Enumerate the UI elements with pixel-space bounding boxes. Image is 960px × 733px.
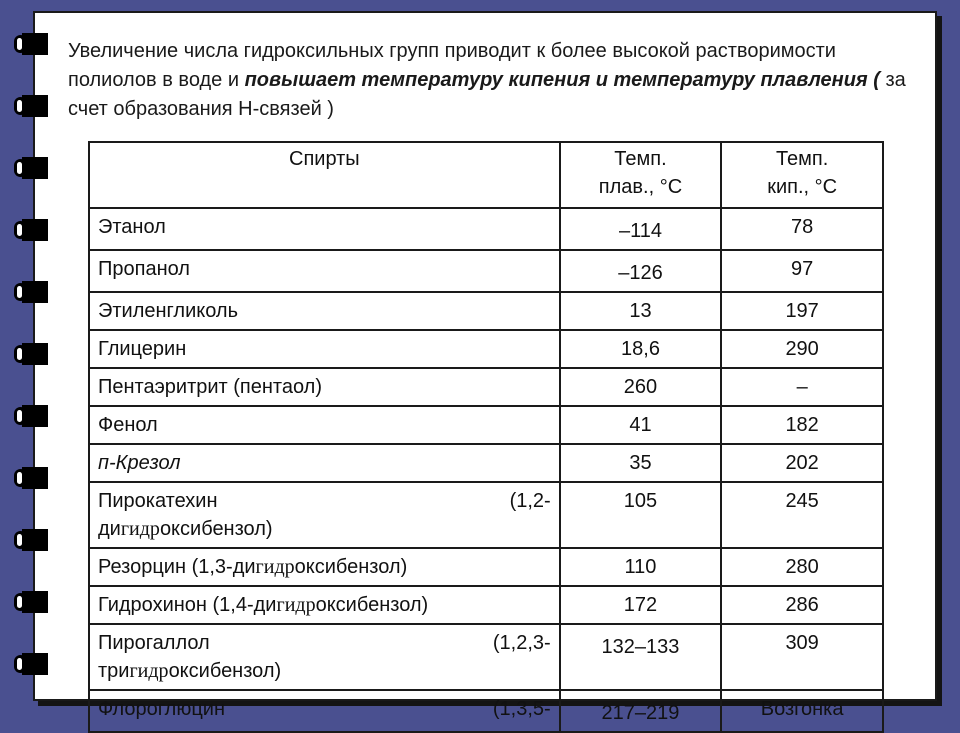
row-name: Этанол <box>89 208 560 250</box>
row-name: Фенол <box>89 406 560 444</box>
table-row <box>89 586 883 624</box>
table-row <box>89 208 883 250</box>
intro-part2: за счет образования Н-связей ) <box>68 69 906 120</box>
row-bp: 97 <box>721 250 883 292</box>
row-mp: 35 <box>560 444 722 482</box>
table-row <box>89 250 883 292</box>
row-mp: 13 <box>560 292 722 330</box>
slide-page <box>33 11 937 724</box>
row-name-part: (1,2,3- <box>492 632 551 654</box>
row-name: Пентаэритрит (пентаол) <box>89 368 560 406</box>
row-bp: 197 <box>721 292 883 330</box>
table-header-row <box>89 142 883 208</box>
binder-ring <box>14 653 48 675</box>
binder-ring <box>14 405 48 427</box>
row-name <box>89 548 560 586</box>
row-name: Пропанол <box>89 250 560 292</box>
row-name-part: оксибензол) <box>159 518 273 540</box>
binder-ring <box>14 33 48 55</box>
intro-text <box>68 37 908 124</box>
row-name-part: гидр <box>255 556 295 578</box>
row-bp: 280 <box>721 548 883 586</box>
row-mp: –114 <box>560 208 722 250</box>
table-row <box>89 406 883 444</box>
header-mp <box>560 142 722 208</box>
row-mp: 217–219 <box>560 690 722 732</box>
header-bp-line2: кип., °С <box>767 176 838 198</box>
row-mp: 172 <box>560 586 722 624</box>
row-name-part: оксибензол) <box>168 660 282 682</box>
row-name-part: Пирогаллол <box>98 632 210 654</box>
header-mp-line2: плав., °С <box>598 176 683 198</box>
row-name: Глицерин <box>89 330 560 368</box>
table-row <box>89 482 883 548</box>
row-name-part: Пирокатехин <box>98 490 218 512</box>
row-mp: 260 <box>560 368 722 406</box>
table-row <box>89 292 883 330</box>
header-mp-line1: Темп. <box>614 148 667 170</box>
row-bp: 290 <box>721 330 883 368</box>
table-row <box>89 624 883 690</box>
row-mp: 132–133 <box>560 624 722 690</box>
table-row <box>89 368 883 406</box>
binder-ring <box>14 591 48 613</box>
alcohols-table <box>88 141 884 733</box>
row-name-part: Резорцин (1,3-ди <box>98 556 256 578</box>
row-name-part: оксибензол) <box>294 556 408 578</box>
row-bp: 78 <box>721 208 883 250</box>
row-bp: – <box>721 368 883 406</box>
row-bp: Возгонка <box>721 690 883 732</box>
row-name <box>89 482 560 548</box>
row-name-part: гидр <box>129 660 169 682</box>
row-name <box>89 624 560 690</box>
table-row <box>89 444 883 482</box>
row-name-part: (1,3,5- <box>492 698 551 720</box>
row-name <box>89 586 560 624</box>
header-bp <box>721 142 883 208</box>
row-mp: 110 <box>560 548 722 586</box>
binder-ring <box>14 343 48 365</box>
row-mp: 105 <box>560 482 722 548</box>
row-name: Этиленгликоль <box>89 292 560 330</box>
row-mp: –126 <box>560 250 722 292</box>
binder-ring <box>14 529 48 551</box>
row-bp: 245 <box>721 482 883 548</box>
binder-ring <box>14 95 48 117</box>
table-row <box>89 330 883 368</box>
row-name: п-Крезол <box>89 444 560 482</box>
header-bp-line1: Темп. <box>775 148 829 170</box>
table-row <box>89 548 883 586</box>
row-bp: 286 <box>721 586 883 624</box>
row-name-part: (1,2- <box>509 490 551 512</box>
table-row <box>89 690 883 732</box>
row-bp: 202 <box>721 444 883 482</box>
header-name: Спирты <box>89 142 560 208</box>
row-name-part: Гидрохинон (1,4-ди <box>98 594 277 616</box>
row-name-part: ди <box>98 518 121 540</box>
row-bp: 182 <box>721 406 883 444</box>
row-mp: 41 <box>560 406 722 444</box>
row-name-part: три <box>98 660 130 682</box>
row-mp: 18,6 <box>560 330 722 368</box>
intro-bold: повышает температуру кипения и температуру плавления ( <box>244 69 880 91</box>
binder-ring <box>14 467 48 489</box>
row-name-part: Флороглюцин <box>98 698 226 720</box>
binder-ring <box>14 219 48 241</box>
row-name <box>89 690 560 732</box>
row-name-part: гидр <box>120 518 160 540</box>
row-bp: 309 <box>721 624 883 690</box>
binder-ring <box>14 281 48 303</box>
intro-part1: Увеличение числа гидроксильных групп приводит к более высокой растворимости полиолов в воде и <box>68 40 836 91</box>
row-name-part: гидр <box>276 594 316 616</box>
binder-ring <box>14 157 48 179</box>
row-name-part: оксибензол) <box>315 594 429 616</box>
